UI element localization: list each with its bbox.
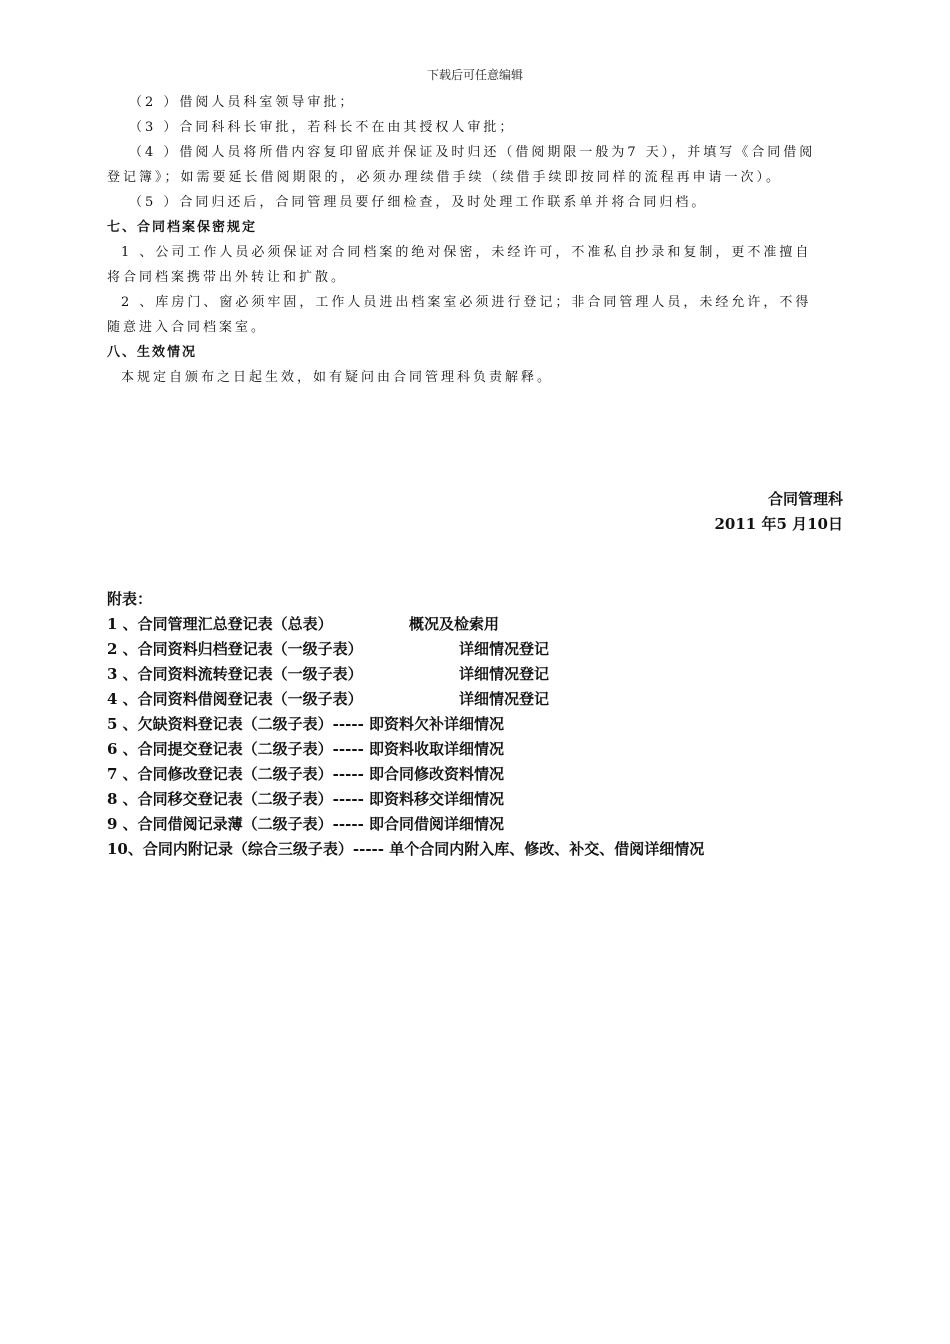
section-7-heading: 七、合同档案保密规定 [107,220,258,235]
appendix-item-note: 详细情况登记 [459,665,550,683]
appendix-item-title: 8 、合同移交登记表（二级子表）----- 即资料移交详细情况 [107,790,505,808]
section-8-heading: 八、生效情况 [107,345,198,360]
body-line: 随意进入合同档案室。 [107,320,268,335]
appendix-item-title: 1 、合同管理汇总登记表（总表） [107,615,333,633]
appendix-item [107,837,867,862]
body-line: （2 ）借阅人员科室领导审批； [129,95,356,110]
appendix-item-note: 概况及检索用 [409,615,500,633]
appendix-item-title: 2 、合同资料归档登记表（一级子表） [107,640,363,658]
signature-date: 2011 年5 月10日 [714,515,843,533]
body-line: 将合同档案携带出外转让和扩散。 [107,270,348,285]
body-line: （3 ）合同科科长审批，若科长不在由其授权人审批； [129,120,516,135]
appendix-item-note: 详细情况登记 [459,690,550,708]
appendix-item-title: 10、合同内附记录（综合三级子表）----- 单个合同内附入库、修改、补交、借阅详细情况 [107,840,705,858]
appendix-item-title: 4 、合同资料借阅登记表（一级子表） [107,690,363,708]
appendix-item [107,812,867,837]
appendix-item [107,637,867,662]
body-line: 1 、公司工作人员必须保证对合同档案的绝对保密，未经许可，不准私自抄录和复制，更不准擅自 [121,245,812,260]
appendix-list [107,587,867,862]
signature-department: 合同管理科 [767,490,843,508]
appendix-item [107,687,867,712]
body-line: （4 ）借阅人员将所借内容复印留底并保证及时归还（借阅期限一般为7 天），并填写《合同借阅 [129,145,816,160]
appendix-item-note: 详细情况登记 [459,640,550,658]
body-line: 2 、库房门、窗必须牢固，工作人员进出档案室必须进行登记；非合同管理人员，未经允许，不得 [121,295,812,310]
appendix-item [107,762,867,787]
regulation-body [107,90,843,390]
page-header: 下载后可任意编辑 [426,68,523,82]
appendix-item [107,662,867,687]
appendix-item [107,787,867,812]
body-line: 登记簿》；如需要延长借阅期限的，必须办理续借手续（续借手续即按同样的流程再申请一次）。 [107,170,783,185]
appendix-item [107,737,867,762]
appendix-item [107,612,867,637]
appendix-item-title: 5 、欠缺资料登记表（二级子表）----- 即资料欠补详细情况 [107,715,505,733]
appendix-item [107,712,867,737]
appendix-item-title: 7 、合同修改登记表（二级子表）----- 即合同修改资料情况 [107,765,505,783]
appendix-title: 附表： [107,590,153,608]
appendix-item-title: 6 、合同提交登记表（二级子表）----- 即资料收取详细情况 [107,740,505,758]
body-line: 本规定自颁布之日起生效，如有疑问由合同管理科负责解释。 [121,370,554,385]
body-line: （5 ）合同归还后，合同管理员要仔细检查，及时处理工作联系单并将合同归档。 [129,195,708,210]
appendix-item-title: 3 、合同资料流转登记表（一级子表） [107,665,363,683]
appendix-item-title: 9 、合同借阅记录薄（二级子表）----- 即合同借阅详细情况 [107,815,505,833]
